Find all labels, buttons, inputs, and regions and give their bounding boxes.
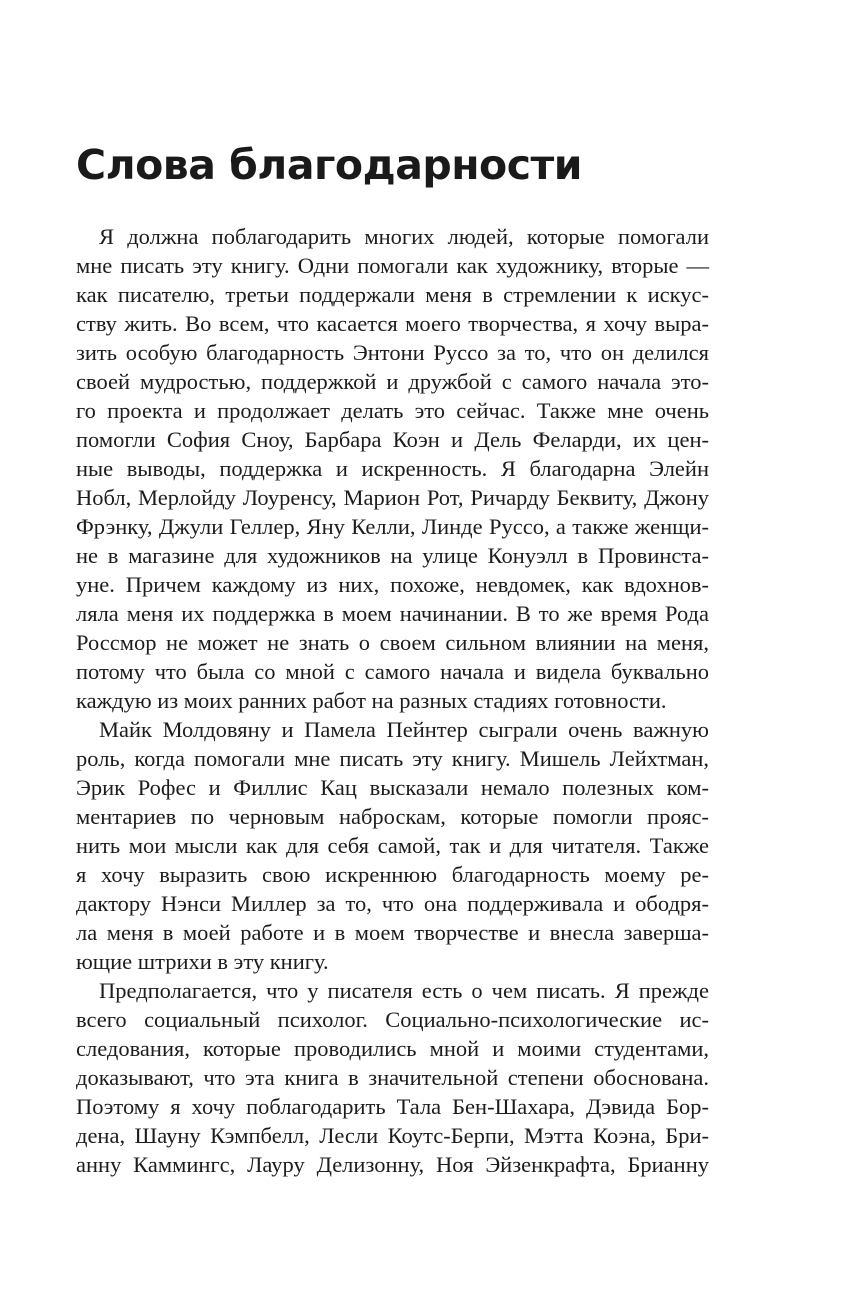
text-line: помогли София Сноу, Барбара Коэн и Дель Феларди, их цен- xyxy=(76,427,709,452)
text-line: мне писать эту книгу. Одни помогали как художнику, вторые — xyxy=(76,253,709,278)
text-line: своей мудростью, поддержкой и дружбой с самого начала это- xyxy=(76,369,709,394)
page-title: Слова благодарности xyxy=(76,141,583,189)
text-line: Россмор не может не знать о своем сильном влиянии на меня, xyxy=(76,630,709,655)
text-line: следования, которые проводились мной и моими студентами, xyxy=(76,1036,709,1061)
text-line: ющие штрихи в эту книгу. xyxy=(76,949,329,974)
text-line: каждую из моих ранних работ на разных стадиях готовности. xyxy=(76,688,667,713)
text-line: Майк Молдовяну и Памела Пейнтер сыграли очень важную xyxy=(99,717,709,742)
body-text xyxy=(76,222,709,1179)
text-line: всего социальный психолог. Социально-психологические ис- xyxy=(76,1007,709,1032)
text-line: дена, Шауну Кэмпбелл, Лесли Коутс-Берпи, Мэтта Коэна, Бри- xyxy=(76,1123,709,1148)
text-line: Фрэнку, Джули Геллер, Яну Келли, Линде Руссо, а также женщи- xyxy=(76,514,709,539)
text-line: ляла меня их поддержка в моем начинании. В то же время Рода xyxy=(76,601,709,626)
text-line: доказывают, что эта книга в значительной степени обоснована. xyxy=(76,1065,709,1090)
text-line: я хочу выразить свою искреннюю благодарность моему ре- xyxy=(76,862,709,887)
text-line: Поэтому я хочу поблагодарить Тала Бен-Шахара, Дэвида Бор- xyxy=(76,1094,709,1119)
text-line: ла меня в моей работе и в моем творчестве и внесла заверша- xyxy=(76,920,709,945)
text-line: роль, когда помогали мне писать эту книгу. Мишель Лейхтман, xyxy=(76,746,709,771)
text-line: нить мои мысли как для себя самой, так и для читателя. Также xyxy=(76,833,709,858)
text-line: ству жить. Во всем, что касается моего творчества, я хочу выра- xyxy=(76,311,709,336)
text-line: Предполагается, что у писателя есть о чем писать. Я прежде xyxy=(99,978,709,1003)
text-line: дактору Нэнси Миллер за то, что она поддерживала и ободря- xyxy=(76,891,709,916)
text-line: Эрик Рофес и Филлис Кац высказали немало полезных ком- xyxy=(76,775,709,800)
text-line: ные выводы, поддержка и искренность. Я благодарна Элейн xyxy=(76,456,709,481)
text-line: как писателю, третьи поддержали меня в стремлении к искус- xyxy=(76,282,709,307)
text-line: уне. Причем каждому из них, похоже, невдомек, как вдохнов- xyxy=(76,572,709,597)
text-line: Нобл, Мерлойду Лоуренсу, Марион Рот, Ричарду Беквиту, Джону xyxy=(76,485,709,510)
text-line: анну Каммингс, Лауру Делизонну, Ноя Эйзенкрафта, Брианну xyxy=(76,1152,709,1177)
text-line: не в магазине для художников на улице Конуэлл в Провинста- xyxy=(76,543,709,568)
text-line: ментариев по черновым наброскам, которые помогли прояс- xyxy=(76,804,709,829)
text-line: зить особую благодарность Энтони Руссо за то, что он делился xyxy=(76,340,709,365)
text-line: Я должна поблагодарить многих людей, которые помогали xyxy=(99,224,709,249)
text-line: потому что была со мной с самого начала и видела буквально xyxy=(76,659,709,684)
text-line: го проекта и продолжает делать это сейчас. Также мне очень xyxy=(76,398,709,423)
